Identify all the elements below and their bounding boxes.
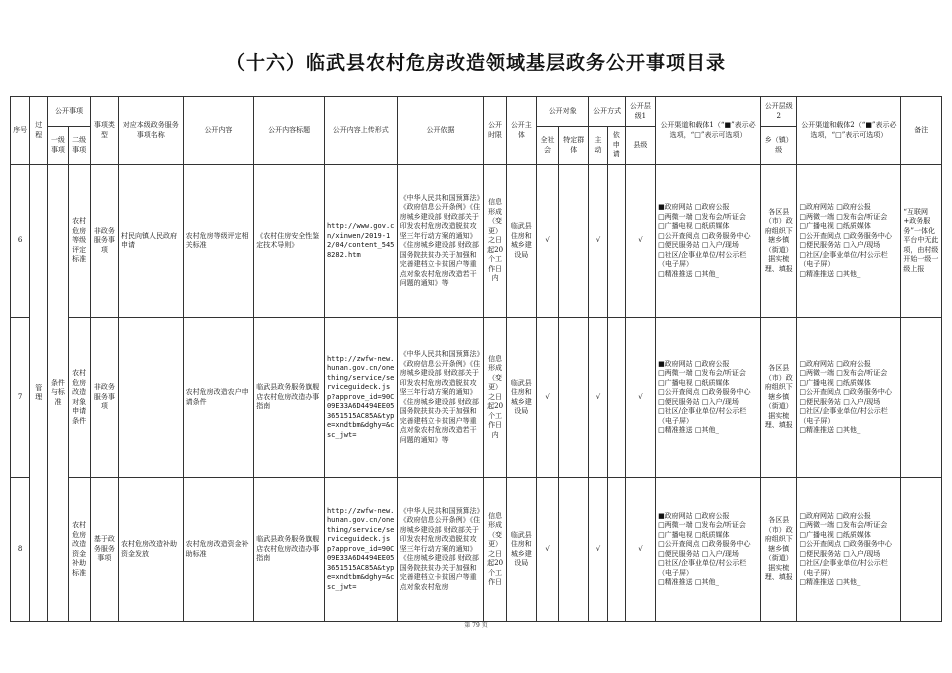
row-upload-link[interactable]: http://zwfw-new.hunan.gov.cn/onething/service/serviceguideck.jsp?approve_id=90C09E33A6D4494EE053651515AC85A&type=xndtbm&dghy=&csc_jwt= [324,478,397,622]
row-method-active: √ [589,478,607,622]
row-level-a: √ [625,165,655,318]
channel-option: □精准推送 □其他_ [658,269,720,278]
col-remark: 备注 [901,97,942,165]
row-method-request [607,318,625,478]
col-basis: 公开依据 [397,97,484,165]
table-row [11,165,942,318]
row-target-group [559,318,589,478]
col-item: 公开事项 [48,97,90,127]
col-content: 公开内容 [183,97,254,165]
col-method-request: 依申请 [607,127,625,165]
row-subject: 临武县住房和城乡建设局 [506,478,536,622]
row-service: 村民向镇人民政府申请 [119,165,184,318]
channel-option: □便民服务站 □入户/现场 [658,241,739,249]
row-upload-link[interactable]: http://www.gov.cn/xinwen/2019-12/04/content_5458282.htm [324,165,397,318]
row-level-a: √ [625,478,655,622]
row-basis: 《中华人民共和国预算法》《政府信息公开条例》《住房城乡建设部 财政部关于印发农村危房改造脱贫攻坚三年行动方案的通知》《住房城乡建设部 财政部 国务院扶贫办关于加强和完善建档立卡贫困户等重点对象农村危房改造若干问题的通知》等 [397,165,484,318]
channel-option: □公开查阅点 □政务服务中心 [658,231,751,240]
row-remark: “互联网+政务服务”一体化平台中无此项，由村级开始一级一级上报 [901,165,942,318]
row-level2: 农村危房改造资金补助标准 [68,478,90,622]
channel-option: □便民服务站 □入户/现场 [799,241,881,249]
row-service: 农村危房改造补助资金发放 [119,478,184,622]
col-level-a-sub: 县级 [625,127,655,165]
col-process: 过程 [30,97,48,165]
row-target-group [559,165,589,318]
channel-option: □两微一端 □发布会/听证会 [799,521,888,529]
row-remark [901,318,942,478]
channel-option: ■政府网站 □政府公报 [658,203,730,211]
channel-option: □便民服务站 □入户/现场 [658,397,739,406]
channel-option: □精准推送 □其他_ [658,578,720,586]
row-channel2 [797,318,901,478]
col-upload: 公开内容上传形式 [324,97,397,165]
col-level2: 二级事项 [68,127,90,165]
channel-option: ■政府网站 □政府公报 [658,511,730,520]
channel-option: □社区/企事业单位/村公示栏（电子屏） [658,250,747,268]
channel-option: ■政府网站 □政府公报 [658,359,730,368]
col-category: 事项类型 [90,97,118,165]
row-channel1 [656,165,761,318]
channel-option: □政府网站 □政府公报 [799,511,871,520]
row-category: 非政务服务事项 [90,318,118,478]
col-period: 公开时限 [484,97,506,165]
col-seq: 序号 [11,97,30,165]
channel-option: □两微一端 □发布会/听证会 [658,521,746,529]
table-row [11,478,942,622]
page-title: （十六）临武县农村危房改造领域基层政务公开事项目录 [225,52,726,74]
row-method-request [607,165,625,318]
row-channel2 [797,478,901,622]
channel-option: □精准推送 □其他_ [799,269,861,278]
col-target-all: 全社会 [536,127,558,165]
row-level2: 农村危房改造对象申请条件 [68,318,90,478]
table-row [11,318,942,478]
row-content-title: 临武县政务服务旗舰店农村危房改造办事指南 [254,478,325,622]
col-method: 公开方式 [589,97,625,127]
col-subject: 公开主体 [506,97,536,165]
row-level-a: √ [625,318,655,478]
row-channel2 [797,165,901,318]
row-target-group [559,478,589,622]
row-seq: 7 [11,318,30,478]
row-method-request [607,478,625,622]
row-content: 农村危房改造资金补助标准 [183,478,254,622]
channel-option: □便民服务站 □入户/现场 [799,549,881,558]
row-subject: 临武县住房和城乡建设局 [506,165,536,318]
channel-option: □精准推送 □其他_ [799,578,861,586]
channel-option: □精准推送 □其他_ [799,426,861,434]
col-level1: 一级事项 [48,127,68,165]
channel-option: □广播电视 □纸质媒体 [799,222,871,230]
row-basis: 《中华人民共和国预算法》《政府信息公开条例》《住房城乡建设部 财政部关于印发农村危房改造脱贫攻坚三年行动方案的通知》《住房城乡建设部 财政部 国务院扶贫办关于加强和完善建档立卡贫困户等重点对象农村危房改造若干问题的通知》等 [397,318,484,478]
row-level-b: 各区县（市）政府组织下辖乡镇（街道）据实梳理、填报 [761,478,797,622]
col-level-b-sub: 乡（镇）级 [761,127,797,165]
row-content: 农村危房改造农户申请条件 [183,318,254,478]
col-service: 对应本级政务服务事项名称 [119,97,184,165]
channel-option: □社区/企事业单位/村公示栏（电子屏） [658,407,747,425]
row-level1: 条件与标准 [48,165,68,622]
row-target-all: √ [536,318,558,478]
row-period: 信息形成（变更）之日起20个工作日 [484,478,506,622]
row-level-b: 各区县（市）政府组织下辖乡镇（街道）据实梳理、填报 [761,165,797,318]
row-channel1 [656,478,761,622]
row-level-b: 各区县（市）政府组织下辖乡镇（街道）据实梳理、填报 [761,318,797,478]
row-channel1 [656,318,761,478]
channel-option: □公开查阅点 □政务服务中心 [799,231,892,240]
col-target-group: 特定群体 [559,127,589,165]
channel-option: □社区/企事业单位/村公示栏（电子屏） [799,559,888,577]
col-level-b: 公开层级2 [761,97,797,127]
channel-option: □公开查阅点 □政务服务中心 [658,388,751,396]
row-level2: 农村危房等级评定标准 [68,165,90,318]
col-content-title: 公开内容标题 [254,97,325,165]
channel-option: □便民服务站 □入户/现场 [658,549,739,558]
row-period: 信息形成（变更）之日起20个工作日内 [484,318,506,478]
channel-option: □社区/企事业单位/村公示栏（电子屏） [799,407,888,425]
col-channel2: 公开渠道和载体2（“■”表示必选项，“□”表示可选项） [797,97,901,165]
row-category: 基于政务服务事项 [90,478,118,622]
row-remark [901,478,942,622]
row-content: 农村危房等级评定相关标准 [183,165,254,318]
row-method-active: √ [589,165,607,318]
channel-option: □广播电视 □纸质媒体 [658,378,730,387]
col-channel1: 公开渠道和载体1（“■”表示必选项，“□”表示可选项） [656,97,761,165]
channel-option: □两微一端 □发布会/听证会 [658,369,746,377]
row-process: 管理 [30,165,48,622]
row-target-all: √ [536,478,558,622]
channel-option: □两微一端 □发布会/听证会 [799,369,888,377]
row-subject: 临武县住房和城乡建设局 [506,318,536,478]
channel-option: □两微一端 □发布会/听证会 [799,212,888,221]
page-number: 第 79 页 [464,622,488,629]
channel-option: □政府网站 □政府公报 [799,203,871,211]
channel-option: □公开查阅点 □政务服务中心 [799,388,892,396]
col-method-active: 主动 [589,127,607,165]
row-content-title: 临武县政务服务旗舰店农村危房改造办事指南 [254,318,325,478]
channel-option: □广播电视 □纸质媒体 [658,530,730,539]
row-upload-link[interactable]: http://zwfw-new.hunan.gov.cn/onething/service/serviceguideck.jsp?approve_id=90C09E33A6D4494EE053651515AC85A&type=xndtbm&dghy=&csc_jwt= [324,318,397,478]
channel-option: □广播电视 □纸质媒体 [658,222,730,230]
row-seq: 8 [11,478,30,622]
channel-option: □广播电视 □纸质媒体 [799,530,871,539]
header-row-1 [11,97,942,127]
channel-option: □公开查阅点 □政务服务中心 [799,540,892,548]
channel-option: □公开查阅点 □政务服务中心 [658,540,751,548]
row-seq: 6 [11,165,30,318]
row-content-title: 《农村住房安全性鉴定技术导则》 [254,165,325,318]
row-service [119,318,184,478]
row-target-all: √ [536,165,558,318]
channel-option: □便民服务站 □入户/现场 [799,397,881,406]
row-method-active: √ [589,318,607,478]
row-basis: 《中华人民共和国预算法》《政府信息公开条例》《住房城乡建设部 财政部关于印发农村危房改造脱贫攻坚三年行动方案的通知》《住房城乡建设部 财政部 国务院扶贫办关于加强和完善建档立卡贫困户等重点对象农村危房 [397,478,484,622]
row-category: 非政务服务事项 [90,165,118,318]
channel-option: □广播电视 □纸质媒体 [799,378,871,387]
channel-option: □社区/企事业单位/村公示栏（电子屏） [799,250,888,268]
col-target: 公开对象 [536,97,588,127]
row-period: 信息形成（变更）之日起20个工作日内 [484,165,506,318]
catalog-table [10,96,942,622]
channel-option: □精准推送 □其他_ [658,426,720,434]
channel-option: □政府网站 □政府公报 [799,359,871,368]
channel-option: □社区/企事业单位/村公示栏（电子屏） [658,559,747,577]
col-level-a: 公开层级1 [625,97,655,127]
channel-option: □两微一端 □发布会/听证会 [658,212,746,221]
